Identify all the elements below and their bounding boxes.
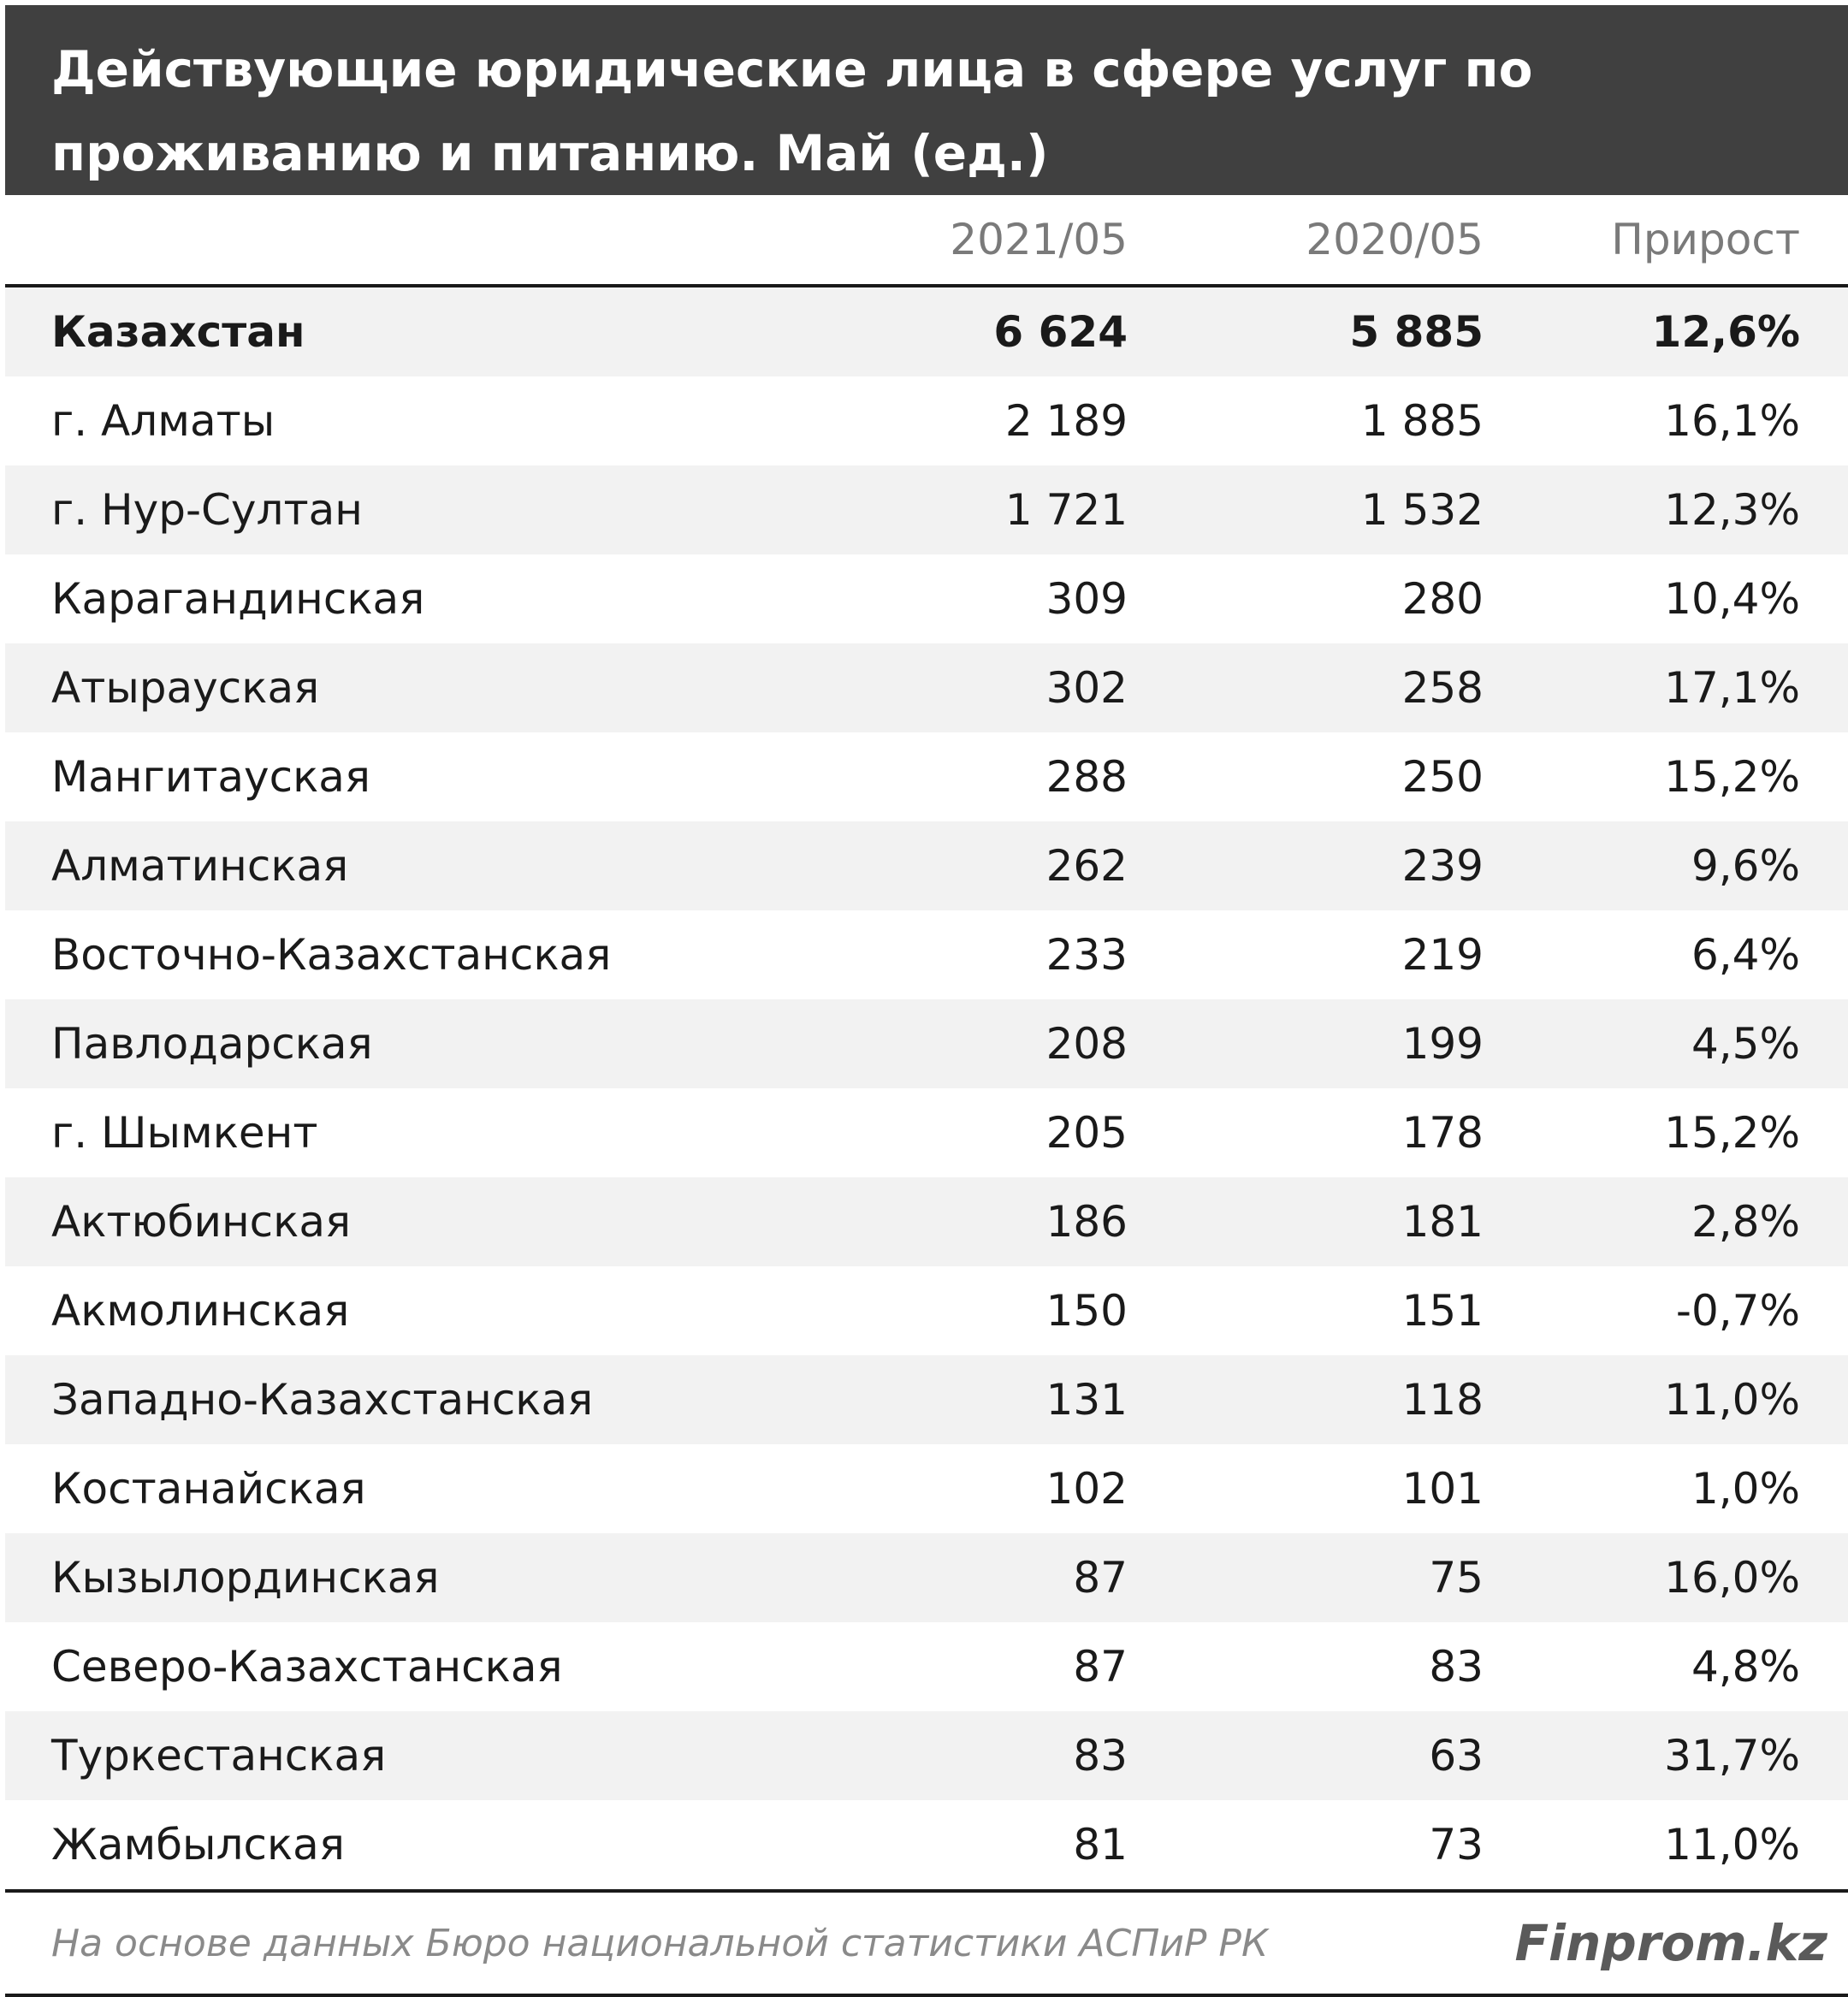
value-2020-cell: 73 <box>1429 1820 1484 1870</box>
value-2021-cell: 87 <box>1073 1642 1128 1692</box>
table-row <box>5 1444 1848 1533</box>
value-2020-cell: 151 <box>1401 1286 1484 1336</box>
region-cell: Атырауская <box>51 663 320 713</box>
table-row <box>5 732 1848 821</box>
growth-cell: 12,6% <box>1651 307 1800 357</box>
value-2020-cell: 178 <box>1401 1108 1484 1158</box>
value-2020-cell: 239 <box>1401 841 1484 891</box>
brand-logo-text: Finprom.kz <box>1514 1914 1827 1972</box>
value-2020-cell: 83 <box>1429 1642 1484 1692</box>
table-row <box>5 1533 1848 1622</box>
region-cell: Жамбылская <box>51 1820 345 1870</box>
value-2020-cell: 5 885 <box>1349 307 1484 357</box>
growth-cell: 11,0% <box>1664 1375 1800 1425</box>
table-header <box>5 195 1848 287</box>
table-row <box>5 376 1848 465</box>
region-cell: Актюбинская <box>51 1197 352 1247</box>
growth-cell: 4,5% <box>1691 1019 1800 1069</box>
value-2021-cell: 131 <box>1045 1375 1128 1425</box>
region-cell: Северо-Казахстанская <box>51 1642 563 1692</box>
value-2020-cell: 101 <box>1401 1464 1484 1514</box>
value-2020-cell: 75 <box>1429 1553 1484 1603</box>
table-body <box>5 287 1848 1889</box>
value-2021-cell: 83 <box>1073 1731 1128 1781</box>
region-cell: г. Алматы <box>51 396 275 446</box>
region-cell: Туркестанская <box>51 1731 387 1781</box>
region-cell: г. Нур-Султан <box>51 485 363 535</box>
region-cell: Восточно-Казахстанская <box>51 930 612 980</box>
value-2021-cell: 2 189 <box>1004 396 1128 446</box>
value-2020-cell: 280 <box>1401 574 1484 624</box>
growth-cell: 1,0% <box>1691 1464 1800 1514</box>
growth-cell: 16,1% <box>1664 396 1800 446</box>
region-cell: г. Шымкент <box>51 1108 318 1158</box>
table-row <box>5 910 1848 999</box>
region-cell: Акмолинская <box>51 1286 350 1336</box>
growth-cell: 4,8% <box>1691 1642 1800 1692</box>
growth-cell: 16,0% <box>1664 1553 1800 1603</box>
value-2021-cell: 102 <box>1045 1464 1128 1514</box>
value-2021-cell: 6 624 <box>993 307 1128 357</box>
growth-cell: 10,4% <box>1664 574 1800 624</box>
table-row <box>5 1177 1848 1266</box>
table-row <box>5 821 1848 910</box>
value-2020-cell: 258 <box>1401 663 1484 713</box>
value-2021-cell: 262 <box>1045 841 1128 891</box>
footer <box>5 1889 1848 1997</box>
growth-cell: 15,2% <box>1664 1108 1800 1158</box>
growth-cell: 2,8% <box>1691 1197 1800 1247</box>
table-row <box>5 1088 1848 1177</box>
value-2020-cell: 219 <box>1401 930 1484 980</box>
table-row <box>5 1355 1848 1444</box>
value-2021-cell: 288 <box>1045 752 1128 802</box>
value-2021-cell: 233 <box>1045 930 1128 980</box>
header-2020: 2020/05 <box>1306 215 1484 264</box>
value-2020-cell: 199 <box>1401 1019 1484 1069</box>
table-figure <box>5 5 1848 1997</box>
value-2020-cell: 1 532 <box>1360 485 1484 535</box>
growth-cell: 6,4% <box>1691 930 1800 980</box>
table-row <box>5 1800 1848 1889</box>
growth-cell: -0,7% <box>1675 1286 1800 1336</box>
source-note: На основе данных Бюро национальной статистики АСПиР РК <box>51 1921 1269 1965</box>
growth-cell: 12,3% <box>1664 485 1800 535</box>
table-row <box>5 554 1848 643</box>
table-row <box>5 287 1848 376</box>
growth-cell: 31,7% <box>1664 1731 1800 1781</box>
growth-cell: 11,0% <box>1664 1820 1800 1870</box>
value-2021-cell: 150 <box>1045 1286 1128 1336</box>
table-row <box>5 999 1848 1088</box>
region-cell: Казахстан <box>51 307 305 357</box>
header-2021: 2021/05 <box>950 215 1128 264</box>
value-2021-cell: 309 <box>1045 574 1128 624</box>
table-row <box>5 465 1848 554</box>
value-2020-cell: 181 <box>1401 1197 1484 1247</box>
region-cell: Алматинская <box>51 841 349 891</box>
growth-cell: 15,2% <box>1664 752 1800 802</box>
value-2020-cell: 118 <box>1401 1375 1484 1425</box>
table-row <box>5 1711 1848 1800</box>
chart-title: Действующие юридические лица в сфере услуг по проживанию и питанию. Май (ед.) <box>5 5 1848 195</box>
region-cell: Мангитауская <box>51 752 370 802</box>
value-2021-cell: 208 <box>1045 1019 1128 1069</box>
region-cell: Карагандинская <box>51 574 425 624</box>
value-2020-cell: 63 <box>1429 1731 1484 1781</box>
value-2021-cell: 205 <box>1045 1108 1128 1158</box>
growth-cell: 17,1% <box>1664 663 1800 713</box>
region-cell: Костанайская <box>51 1464 366 1514</box>
value-2021-cell: 1 721 <box>1004 485 1128 535</box>
growth-cell: 9,6% <box>1691 841 1800 891</box>
value-2021-cell: 87 <box>1073 1553 1128 1603</box>
region-cell: Павлодарская <box>51 1019 373 1069</box>
value-2021-cell: 81 <box>1073 1820 1128 1870</box>
table-row <box>5 643 1848 732</box>
region-cell: Кызылординская <box>51 1553 440 1603</box>
value-2021-cell: 186 <box>1045 1197 1128 1247</box>
table-row <box>5 1622 1848 1711</box>
value-2021-cell: 302 <box>1045 663 1128 713</box>
header-growth: Прирост <box>1611 215 1800 264</box>
region-cell: Западно-Казахстанская <box>51 1375 594 1425</box>
value-2020-cell: 1 885 <box>1360 396 1484 446</box>
table-row <box>5 1266 1848 1355</box>
value-2020-cell: 250 <box>1401 752 1484 802</box>
